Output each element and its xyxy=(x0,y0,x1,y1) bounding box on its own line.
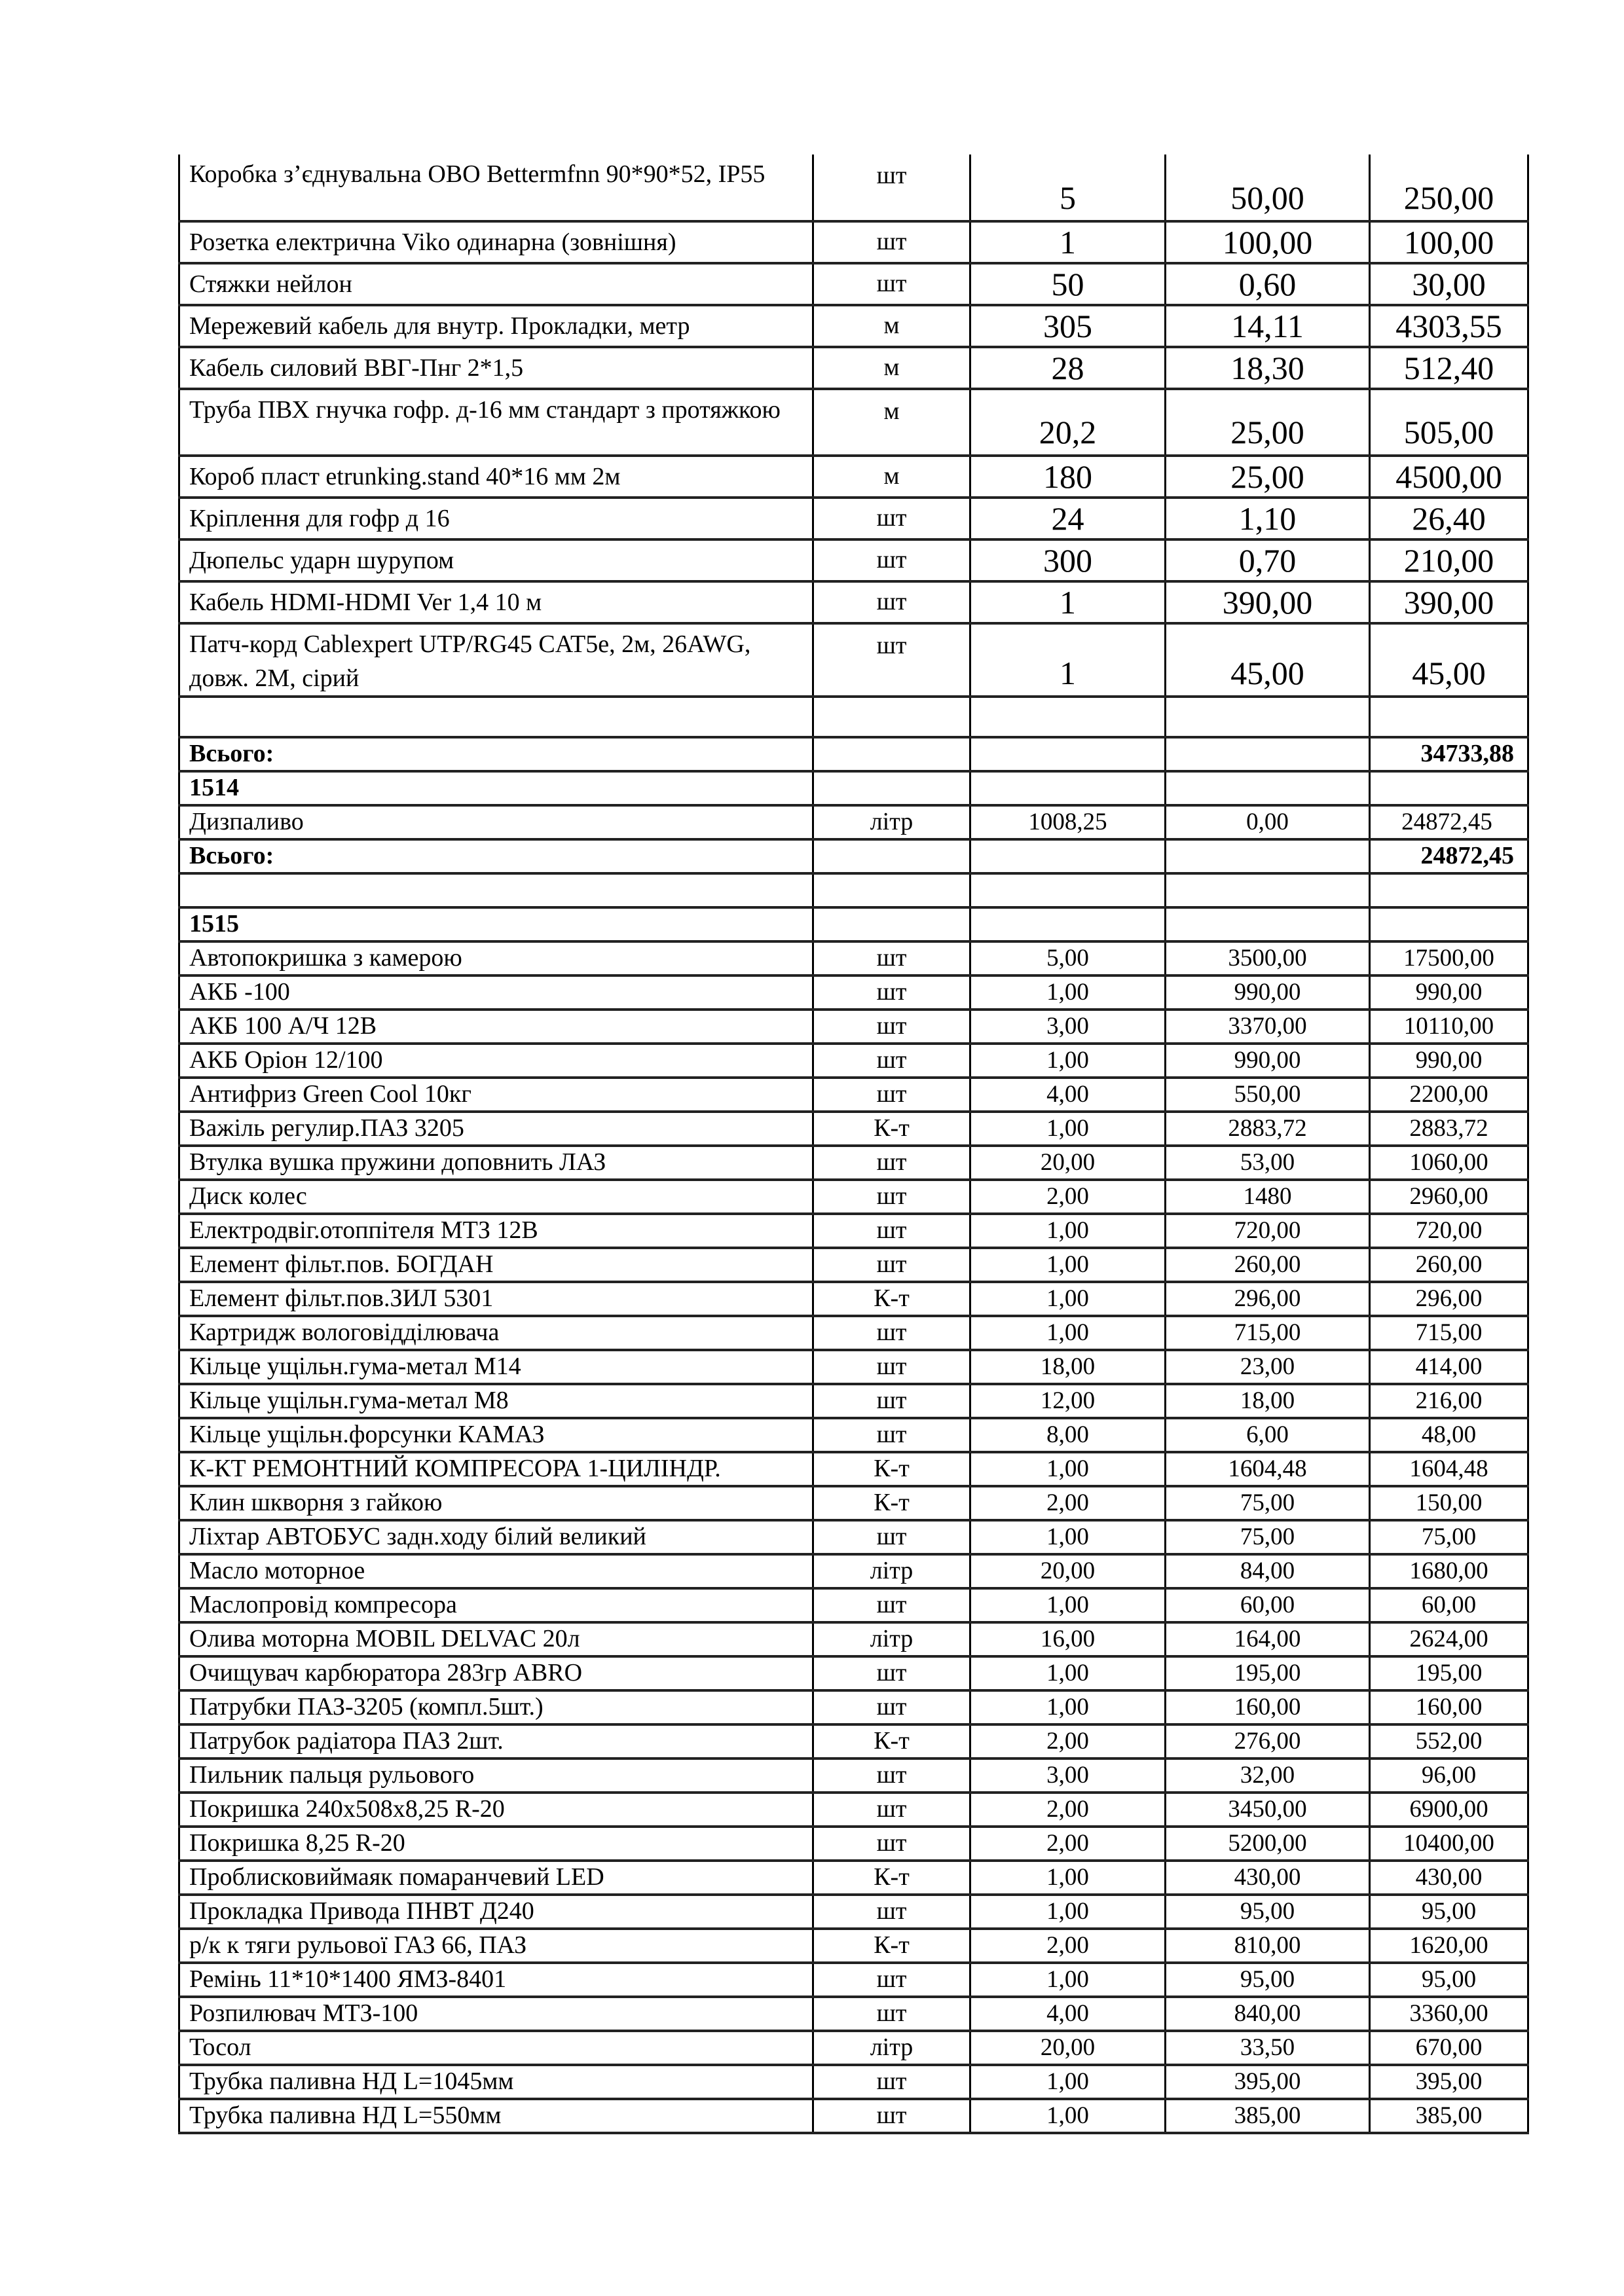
item-qty: 3,00 xyxy=(970,1758,1166,1793)
item-sum: 150,00 xyxy=(1370,1486,1528,1520)
item-sum: 216,00 xyxy=(1370,1384,1528,1418)
item-price: 0,00 xyxy=(1166,805,1370,839)
table-row xyxy=(179,975,1528,1010)
item-qty: 24 xyxy=(970,498,1166,539)
table-row xyxy=(179,221,1528,263)
item-sum: 2883,72 xyxy=(1370,1112,1528,1146)
item-qty: 20,00 xyxy=(970,1146,1166,1180)
item-sum: 260,00 xyxy=(1370,1248,1528,1282)
table-row xyxy=(179,1418,1528,1452)
item-qty: 5,00 xyxy=(970,941,1166,975)
item-price: 720,00 xyxy=(1166,1214,1370,1248)
item-price: 32,00 xyxy=(1166,1758,1370,1793)
item-unit: шт xyxy=(813,1997,970,2031)
item-name: Ремінь 11*10*1400 ЯМЗ-8401 xyxy=(179,1963,813,1997)
item-name: Втулка вушка пружини доповнить ЛАЗ xyxy=(179,1146,813,1180)
item-name: Автопокришка з камерою xyxy=(179,941,813,975)
item-name: Кріплення для гофр д 16 xyxy=(179,498,813,539)
item-price: 25,00 xyxy=(1166,456,1370,498)
item-name: Олива моторна MOBIL DELVAC 20л xyxy=(179,1622,813,1656)
item-unit: К-т xyxy=(813,1724,970,1758)
item-name: АКБ -100 xyxy=(179,975,813,1010)
item-sum: 4500,00 xyxy=(1370,456,1528,498)
item-sum: 26,40 xyxy=(1370,498,1528,539)
item-qty: 2,00 xyxy=(970,1724,1166,1758)
item-qty: 8,00 xyxy=(970,1418,1166,1452)
item-sum: 45,00 xyxy=(1370,623,1528,697)
item-sum: 414,00 xyxy=(1370,1350,1528,1384)
item-price: 990,00 xyxy=(1166,1044,1370,1078)
table-row xyxy=(179,1895,1528,1929)
item-unit: шт xyxy=(813,1350,970,1384)
item-unit: шт xyxy=(813,975,970,1010)
item-sum: 2624,00 xyxy=(1370,1622,1528,1656)
item-qty: 20,2 xyxy=(970,389,1166,456)
item-name: Пильник пальця рульового xyxy=(179,1758,813,1793)
item-name: Дюпельс ударн шурупом xyxy=(179,539,813,581)
item-name: Короб пласт etrunking.stand 40*16 мм 2м xyxy=(179,456,813,498)
table-row xyxy=(179,1929,1528,1963)
table-row xyxy=(179,1690,1528,1724)
item-price: 164,00 xyxy=(1166,1622,1370,1656)
table-row xyxy=(179,2099,1528,2133)
item-sum: 552,00 xyxy=(1370,1724,1528,1758)
table-row xyxy=(179,805,1528,839)
item-name: Покришка 8,25 R-20 xyxy=(179,1827,813,1861)
table-row xyxy=(179,1180,1528,1214)
item-sum: 390,00 xyxy=(1370,581,1528,623)
item-price: 0,60 xyxy=(1166,263,1370,305)
empty-row xyxy=(179,873,1528,907)
item-unit: шт xyxy=(813,1418,970,1452)
item-sum: 430,00 xyxy=(1370,1861,1528,1895)
item-qty: 16,00 xyxy=(970,1622,1166,1656)
item-qty: 5 xyxy=(970,155,1166,221)
item-price: 3450,00 xyxy=(1166,1793,1370,1827)
item-price: 5200,00 xyxy=(1166,1827,1370,1861)
table-row xyxy=(179,389,1528,456)
item-price: 25,00 xyxy=(1166,389,1370,456)
item-unit: К-т xyxy=(813,1861,970,1895)
table-row xyxy=(179,1010,1528,1044)
section-header-row xyxy=(179,907,1528,941)
item-name: Проблисковиймаяк помаранчевий LED xyxy=(179,1861,813,1895)
item-price: 60,00 xyxy=(1166,1588,1370,1622)
item-price: 195,00 xyxy=(1166,1656,1370,1690)
item-unit: шт xyxy=(813,1146,970,1180)
item-qty: 1,00 xyxy=(970,1112,1166,1146)
total-value: 34733,88 xyxy=(1370,737,1528,771)
item-unit: шт xyxy=(813,1895,970,1929)
table-row xyxy=(179,539,1528,581)
item-unit: шт xyxy=(813,1656,970,1690)
item-unit: К-т xyxy=(813,1112,970,1146)
item-unit: шт xyxy=(813,1758,970,1793)
item-price: 95,00 xyxy=(1166,1963,1370,1997)
item-name: Патрубок радіатора ПАЗ 2шт. xyxy=(179,1724,813,1758)
item-unit: шт xyxy=(813,1793,970,1827)
item-sum: 48,00 xyxy=(1370,1418,1528,1452)
item-sum: 512,40 xyxy=(1370,347,1528,389)
table-row xyxy=(179,1861,1528,1895)
item-name: Коробка з’єднувальна OBO Bettermfnn 90*90*52, IP55 xyxy=(179,155,813,221)
item-unit: шт xyxy=(813,1827,970,1861)
item-qty: 20,00 xyxy=(970,1554,1166,1588)
item-name: Диск колес xyxy=(179,1180,813,1214)
item-name: АКБ 100 А/Ч 12В xyxy=(179,1010,813,1044)
item-name: Електродвіг.отоппітеля МТЗ 12В xyxy=(179,1214,813,1248)
table-row xyxy=(179,1656,1528,1690)
item-sum: 17500,00 xyxy=(1370,941,1528,975)
item-name: Кабель силовий ВВГ-Пнг 2*1,5 xyxy=(179,347,813,389)
item-sum: 720,00 xyxy=(1370,1214,1528,1248)
table-row xyxy=(179,1622,1528,1656)
item-sum: 296,00 xyxy=(1370,1282,1528,1316)
table-row xyxy=(179,1384,1528,1418)
item-qty: 1 xyxy=(970,581,1166,623)
item-sum: 1060,00 xyxy=(1370,1146,1528,1180)
table-row xyxy=(179,623,1528,697)
item-unit: шт xyxy=(813,1588,970,1622)
item-unit: К-т xyxy=(813,1452,970,1486)
item-price: 385,00 xyxy=(1166,2099,1370,2133)
item-sum: 195,00 xyxy=(1370,1656,1528,1690)
item-price: 75,00 xyxy=(1166,1520,1370,1554)
item-unit: шт xyxy=(813,1520,970,1554)
item-name: Розпилювач МТЗ-100 xyxy=(179,1997,813,2031)
item-unit: К-т xyxy=(813,1282,970,1316)
item-qty: 1,00 xyxy=(970,1520,1166,1554)
item-sum: 10110,00 xyxy=(1370,1010,1528,1044)
item-sum: 1604,48 xyxy=(1370,1452,1528,1486)
item-name: Покришка 240х508х8,25 R-20 xyxy=(179,1793,813,1827)
item-price: 95,00 xyxy=(1166,1895,1370,1929)
table-row xyxy=(179,1588,1528,1622)
item-price: 395,00 xyxy=(1166,2065,1370,2099)
table-row xyxy=(179,456,1528,498)
item-qty: 1,00 xyxy=(970,1690,1166,1724)
item-name: Патрубки ПАЗ-3205 (компл.5шт.) xyxy=(179,1690,813,1724)
item-qty: 1008,25 xyxy=(970,805,1166,839)
item-name: Стяжки нейлон xyxy=(179,263,813,305)
item-name: Картридж вологовідділювача xyxy=(179,1316,813,1350)
section-1515-rows xyxy=(179,941,1528,2133)
item-qty: 1,00 xyxy=(970,1895,1166,1929)
section-header-row xyxy=(179,771,1528,805)
item-unit: шт xyxy=(813,1044,970,1078)
item-unit: шт xyxy=(813,1384,970,1418)
item-price: 430,00 xyxy=(1166,1861,1370,1895)
item-name: Маслопровід компресора xyxy=(179,1588,813,1622)
item-sum: 990,00 xyxy=(1370,1044,1528,1078)
item-price: 1,10 xyxy=(1166,498,1370,539)
item-qty: 2,00 xyxy=(970,1827,1166,1861)
item-qty: 4,00 xyxy=(970,1997,1166,2031)
table-row xyxy=(179,1827,1528,1861)
item-qty: 20,00 xyxy=(970,2031,1166,2065)
table-row xyxy=(179,1997,1528,2031)
item-name: Патч-корд Cablexpert UTP/RG45 CAT5e, 2м, 26AWG, довж. 2M, сірий xyxy=(179,623,813,697)
item-sum: 210,00 xyxy=(1370,539,1528,581)
item-sum: 100,00 xyxy=(1370,221,1528,263)
item-unit: К-т xyxy=(813,1486,970,1520)
item-price: 53,00 xyxy=(1166,1146,1370,1180)
item-sum: 75,00 xyxy=(1370,1520,1528,1554)
materials-table xyxy=(178,155,1529,2134)
item-qty: 12,00 xyxy=(970,1384,1166,1418)
item-price: 84,00 xyxy=(1166,1554,1370,1588)
item-price: 1480 xyxy=(1166,1180,1370,1214)
total-label: Всього: xyxy=(179,737,813,771)
item-unit: м xyxy=(813,347,970,389)
item-unit: м xyxy=(813,456,970,498)
item-name: Мережевий кабель для внутр. Прокладки, метр xyxy=(179,305,813,347)
item-sum: 96,00 xyxy=(1370,1758,1528,1793)
item-name: К-КТ РЕМОНТНИЙ КОМПРЕСОРА 1-ЦИЛІНДР. xyxy=(179,1452,813,1486)
item-price: 260,00 xyxy=(1166,1248,1370,1282)
item-price: 33,50 xyxy=(1166,2031,1370,2065)
item-name: Важіль регулир.ПАЗ 3205 xyxy=(179,1112,813,1146)
item-unit: шт xyxy=(813,2065,970,2099)
item-price: 810,00 xyxy=(1166,1929,1370,1963)
item-unit: шт xyxy=(813,155,970,221)
item-price: 990,00 xyxy=(1166,975,1370,1010)
item-sum: 990,00 xyxy=(1370,975,1528,1010)
item-sum: 24872,45 xyxy=(1370,805,1528,839)
item-sum: 385,00 xyxy=(1370,2099,1528,2133)
table-row xyxy=(179,941,1528,975)
item-qty: 1,00 xyxy=(970,1963,1166,1997)
item-sum: 4303,55 xyxy=(1370,305,1528,347)
item-qty: 2,00 xyxy=(970,1929,1166,1963)
table-row xyxy=(179,1078,1528,1112)
item-qty: 1,00 xyxy=(970,1248,1166,1282)
item-unit: м xyxy=(813,305,970,347)
item-unit: літр xyxy=(813,1554,970,1588)
item-price: 296,00 xyxy=(1166,1282,1370,1316)
item-unit: К-т xyxy=(813,1929,970,1963)
item-name: Кільце ущільн.форсунки КАМАЗ xyxy=(179,1418,813,1452)
item-name: Антифриз Green Cool 10кг xyxy=(179,1078,813,1112)
item-qty: 305 xyxy=(970,305,1166,347)
item-name: Кільце ущільн.гума-метал М8 xyxy=(179,1384,813,1418)
item-unit: шт xyxy=(813,581,970,623)
item-unit: шт xyxy=(813,1180,970,1214)
item-sum: 2200,00 xyxy=(1370,1078,1528,1112)
item-unit: шт xyxy=(813,1214,970,1248)
table-row xyxy=(179,1724,1528,1758)
item-qty: 2,00 xyxy=(970,1486,1166,1520)
table-row xyxy=(179,1044,1528,1078)
table-row xyxy=(179,1248,1528,1282)
item-sum: 10400,00 xyxy=(1370,1827,1528,1861)
item-price: 75,00 xyxy=(1166,1486,1370,1520)
item-unit: шт xyxy=(813,1248,970,1282)
item-name: АКБ Оріон 12/100 xyxy=(179,1044,813,1078)
item-price: 715,00 xyxy=(1166,1316,1370,1350)
item-unit: м xyxy=(813,389,970,456)
item-qty: 300 xyxy=(970,539,1166,581)
item-qty: 28 xyxy=(970,347,1166,389)
table-row xyxy=(179,581,1528,623)
item-name: Ліхтар АВТОБУС задн.ходу білий великий xyxy=(179,1520,813,1554)
item-name: Прокладка Привода ПНВТ Д240 xyxy=(179,1895,813,1929)
item-unit: літр xyxy=(813,1622,970,1656)
item-price: 3370,00 xyxy=(1166,1010,1370,1044)
empty-row xyxy=(179,697,1528,737)
item-price: 18,00 xyxy=(1166,1384,1370,1418)
item-unit: літр xyxy=(813,2031,970,2065)
item-price: 45,00 xyxy=(1166,623,1370,697)
table-row xyxy=(179,1520,1528,1554)
item-qty: 1 xyxy=(970,623,1166,697)
item-unit: шт xyxy=(813,498,970,539)
item-price: 100,00 xyxy=(1166,221,1370,263)
table-row xyxy=(179,1112,1528,1146)
item-qty: 2,00 xyxy=(970,1793,1166,1827)
item-sum: 160,00 xyxy=(1370,1690,1528,1724)
total-value: 24872,45 xyxy=(1370,839,1528,873)
table-row xyxy=(179,1316,1528,1350)
item-qty: 1,00 xyxy=(970,1588,1166,1622)
item-price: 6,00 xyxy=(1166,1418,1370,1452)
item-qty: 2,00 xyxy=(970,1180,1166,1214)
table-row xyxy=(179,305,1528,347)
item-qty: 1 xyxy=(970,221,1166,263)
item-sum: 6900,00 xyxy=(1370,1793,1528,1827)
item-unit: шт xyxy=(813,623,970,697)
item-qty: 1,00 xyxy=(970,2065,1166,2099)
document-page xyxy=(178,155,1527,2134)
item-unit: шт xyxy=(813,1963,970,1997)
item-name: Труба ПВХ гнучка гофр. д-16 мм стандарт з протяжкою xyxy=(179,389,813,456)
item-unit: шт xyxy=(813,263,970,305)
item-qty: 4,00 xyxy=(970,1078,1166,1112)
item-sum: 1680,00 xyxy=(1370,1554,1528,1588)
item-price: 3500,00 xyxy=(1166,941,1370,975)
table-row xyxy=(179,1350,1528,1384)
item-qty: 1,00 xyxy=(970,1861,1166,1895)
item-name: Клин шкворня з гайкою xyxy=(179,1486,813,1520)
item-name: Очищувач карбюратора 283гр ABRO xyxy=(179,1656,813,1690)
item-sum: 1620,00 xyxy=(1370,1929,1528,1963)
item-price: 23,00 xyxy=(1166,1350,1370,1384)
table-row xyxy=(179,1793,1528,1827)
item-qty: 180 xyxy=(970,456,1166,498)
item-unit: шт xyxy=(813,1316,970,1350)
item-qty: 1,00 xyxy=(970,1214,1166,1248)
item-sum: 505,00 xyxy=(1370,389,1528,456)
item-unit: літр xyxy=(813,805,970,839)
item-price: 550,00 xyxy=(1166,1078,1370,1112)
item-name: Елемент фільт.пов.ЗИЛ 5301 xyxy=(179,1282,813,1316)
item-price: 160,00 xyxy=(1166,1690,1370,1724)
item-qty: 1,00 xyxy=(970,975,1166,1010)
item-sum: 30,00 xyxy=(1370,263,1528,305)
item-sum: 2960,00 xyxy=(1370,1180,1528,1214)
item-price: 18,30 xyxy=(1166,347,1370,389)
item-price: 390,00 xyxy=(1166,581,1370,623)
item-sum: 395,00 xyxy=(1370,2065,1528,2099)
section-1513-tail xyxy=(179,155,1528,941)
item-sum: 95,00 xyxy=(1370,1895,1528,1929)
item-name: Розетка електрична Viko одинарна (зовнішня) xyxy=(179,221,813,263)
item-unit: шт xyxy=(813,1690,970,1724)
item-price: 840,00 xyxy=(1166,1997,1370,2031)
item-unit: шт xyxy=(813,1010,970,1044)
item-price: 14,11 xyxy=(1166,305,1370,347)
table-row xyxy=(179,498,1528,539)
item-name: р/к к тяги рульової ГАЗ 66, ПАЗ xyxy=(179,1929,813,1963)
section-code: 1514 xyxy=(179,771,813,805)
item-price: 276,00 xyxy=(1166,1724,1370,1758)
table-row xyxy=(179,1452,1528,1486)
item-qty: 18,00 xyxy=(970,1350,1166,1384)
item-qty: 50 xyxy=(970,263,1166,305)
item-sum: 60,00 xyxy=(1370,1588,1528,1622)
table-row xyxy=(179,1963,1528,1997)
item-unit: шт xyxy=(813,941,970,975)
item-qty: 1,00 xyxy=(970,1316,1166,1350)
item-qty: 3,00 xyxy=(970,1010,1166,1044)
item-name: Трубка паливна НД L=1045мм xyxy=(179,2065,813,2099)
item-price: 2883,72 xyxy=(1166,1112,1370,1146)
item-name: Кабель HDMI-HDMI Ver 1,4 10 м xyxy=(179,581,813,623)
item-name: Дизпаливо xyxy=(179,805,813,839)
item-sum: 715,00 xyxy=(1370,1316,1528,1350)
item-qty: 1,00 xyxy=(970,1282,1166,1316)
total-label: Всього: xyxy=(179,839,813,873)
item-price: 0,70 xyxy=(1166,539,1370,581)
item-sum: 95,00 xyxy=(1370,1963,1528,1997)
item-name: Масло моторное xyxy=(179,1554,813,1588)
table-row xyxy=(179,1282,1528,1316)
table-row xyxy=(179,1146,1528,1180)
table-row xyxy=(179,1486,1528,1520)
item-qty: 1,00 xyxy=(970,1656,1166,1690)
table-row xyxy=(179,2031,1528,2065)
table-row xyxy=(179,155,1528,221)
total-row xyxy=(179,737,1528,771)
item-sum: 3360,00 xyxy=(1370,1997,1528,2031)
table-row xyxy=(179,1758,1528,1793)
section-code: 1515 xyxy=(179,907,813,941)
item-unit: шт xyxy=(813,221,970,263)
item-unit: шт xyxy=(813,1078,970,1112)
table-row xyxy=(179,347,1528,389)
item-name: Елемент фільт.пов. БОГДАН xyxy=(179,1248,813,1282)
item-qty: 1,00 xyxy=(970,1044,1166,1078)
item-unit: шт xyxy=(813,539,970,581)
item-price: 50,00 xyxy=(1166,155,1370,221)
item-sum: 670,00 xyxy=(1370,2031,1528,2065)
item-sum: 250,00 xyxy=(1370,155,1528,221)
item-qty: 1,00 xyxy=(970,1452,1166,1486)
table-row xyxy=(179,1214,1528,1248)
item-name: Тосол xyxy=(179,2031,813,2065)
table-row xyxy=(179,263,1528,305)
item-name: Кільце ущільн.гума-метал М14 xyxy=(179,1350,813,1384)
item-name: Трубка паливна НД L=550мм xyxy=(179,2099,813,2133)
table-row xyxy=(179,2065,1528,2099)
item-price: 1604,48 xyxy=(1166,1452,1370,1486)
item-unit: шт xyxy=(813,2099,970,2133)
item-qty: 1,00 xyxy=(970,2099,1166,2133)
table-row xyxy=(179,1554,1528,1588)
total-row xyxy=(179,839,1528,873)
